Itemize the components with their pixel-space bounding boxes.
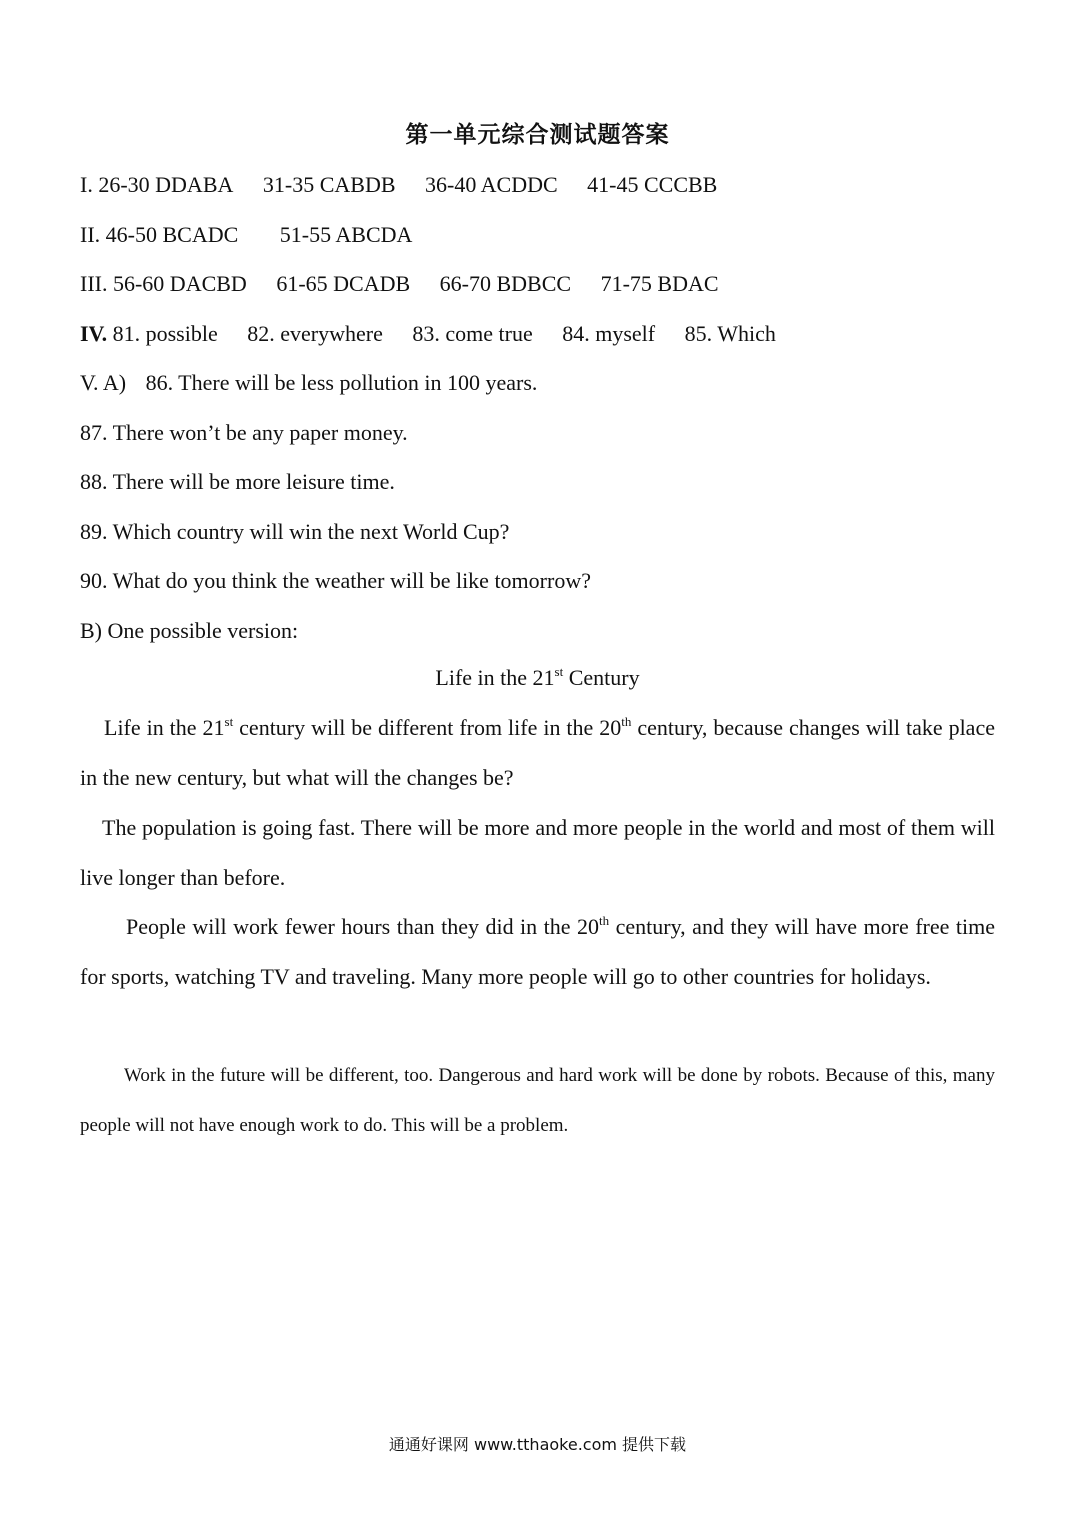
section-2-group-2: 51-55 ABCDA: [279, 222, 413, 247]
essay-title: [0, 665, 1075, 691]
essay-p1-sup-2: th: [621, 714, 632, 729]
section-5-item-86: 86. There will be less pollution in 100 years.: [145, 370, 538, 395]
essay-p1-text-b: century will be different from life in the 20: [233, 715, 622, 740]
essay-p1-text-a: Life in the 21: [104, 715, 225, 740]
section-4-item-81: 81. possible: [112, 321, 218, 346]
section-2-label: II.: [80, 222, 101, 247]
essay-paragraph-4: Work in the future will be different, too. Dangerous and hard work will be done by robots. Because of this, many people will not have enough work to do. This will be a problem.: [80, 1065, 995, 1136]
section-3-group-4: 71-75 BDAC: [600, 271, 719, 296]
essay-p1-sup-1: st: [224, 714, 234, 729]
section-3-label: III.: [80, 271, 108, 296]
section-5-item-90: 90. What do you think the weather will be like tomorrow?: [80, 568, 591, 593]
page-footer: 通通好课网 www.tthaoke.com 提供下载: [388, 1435, 687, 1454]
answers-section-5-line-86: [80, 370, 537, 396]
section-5-label: V. A): [80, 370, 127, 395]
section-1-group-4: 41-45 CCCBB: [587, 172, 718, 197]
essay-title-suffix: Century: [563, 665, 640, 690]
essay-paragraph-2: The population is going fast. There will be more and more people in the world and most of them will live longer than before.: [80, 815, 995, 890]
section-4-item-83: 83. come true: [412, 321, 533, 346]
section-3-group-3: 66-70 BDBCC: [439, 271, 572, 296]
section-4-item-85: 85. Which: [684, 321, 776, 346]
essay-p3-text-a: People will work fewer hours than they did in the 20: [126, 914, 600, 939]
section-5-item-89: 89. Which country will win the next World Cup?: [80, 519, 510, 544]
section-5-item-88: 88. There will be more leisure time.: [80, 469, 395, 494]
essay-title-sup: st: [554, 664, 564, 679]
essay-title-prefix: Life in the 21: [435, 665, 555, 690]
section-5-item-87: 87. There won’t be any paper money.: [80, 420, 408, 445]
section-1-label: I.: [80, 172, 93, 197]
essay-p3-sup: th: [599, 913, 610, 928]
section-4-label: IV.: [80, 321, 108, 346]
section-1-group-1: 26-30 DDABA: [98, 172, 234, 197]
essay-paragraph-1: [80, 703, 995, 802]
section-1-group-3: 36-40 ACDDC: [425, 172, 558, 197]
answers-section-4: [80, 321, 776, 347]
essay-p1-text-c: century, because changes will take place in the new century, but what will the changes be?: [80, 715, 995, 790]
essay-paragraph-3: [80, 902, 995, 1001]
page-title: 第一单元综合测试题答案: [405, 122, 670, 148]
answers-section-3: [80, 271, 719, 297]
essay-p3-text-b: century, and they will have more free time for sports, watching TV and traveling. Many more people will go to other countries for holidays.: [80, 914, 995, 989]
section-4-item-82: 82. everywhere: [247, 321, 383, 346]
answers-section-2: [80, 222, 412, 248]
section-4-item-84: 84. myself: [562, 321, 656, 346]
section-3-group-1: 56-60 DACBD: [112, 271, 247, 296]
section-3-group-2: 61-65 DCADB: [276, 271, 411, 296]
answers-section-1: [80, 172, 717, 198]
section-1-group-2: 31-35 CABDB: [262, 172, 396, 197]
section-2-group-1: 46-50 BCADC: [105, 222, 239, 247]
section-5-b-label: B) One possible version:: [80, 618, 299, 643]
